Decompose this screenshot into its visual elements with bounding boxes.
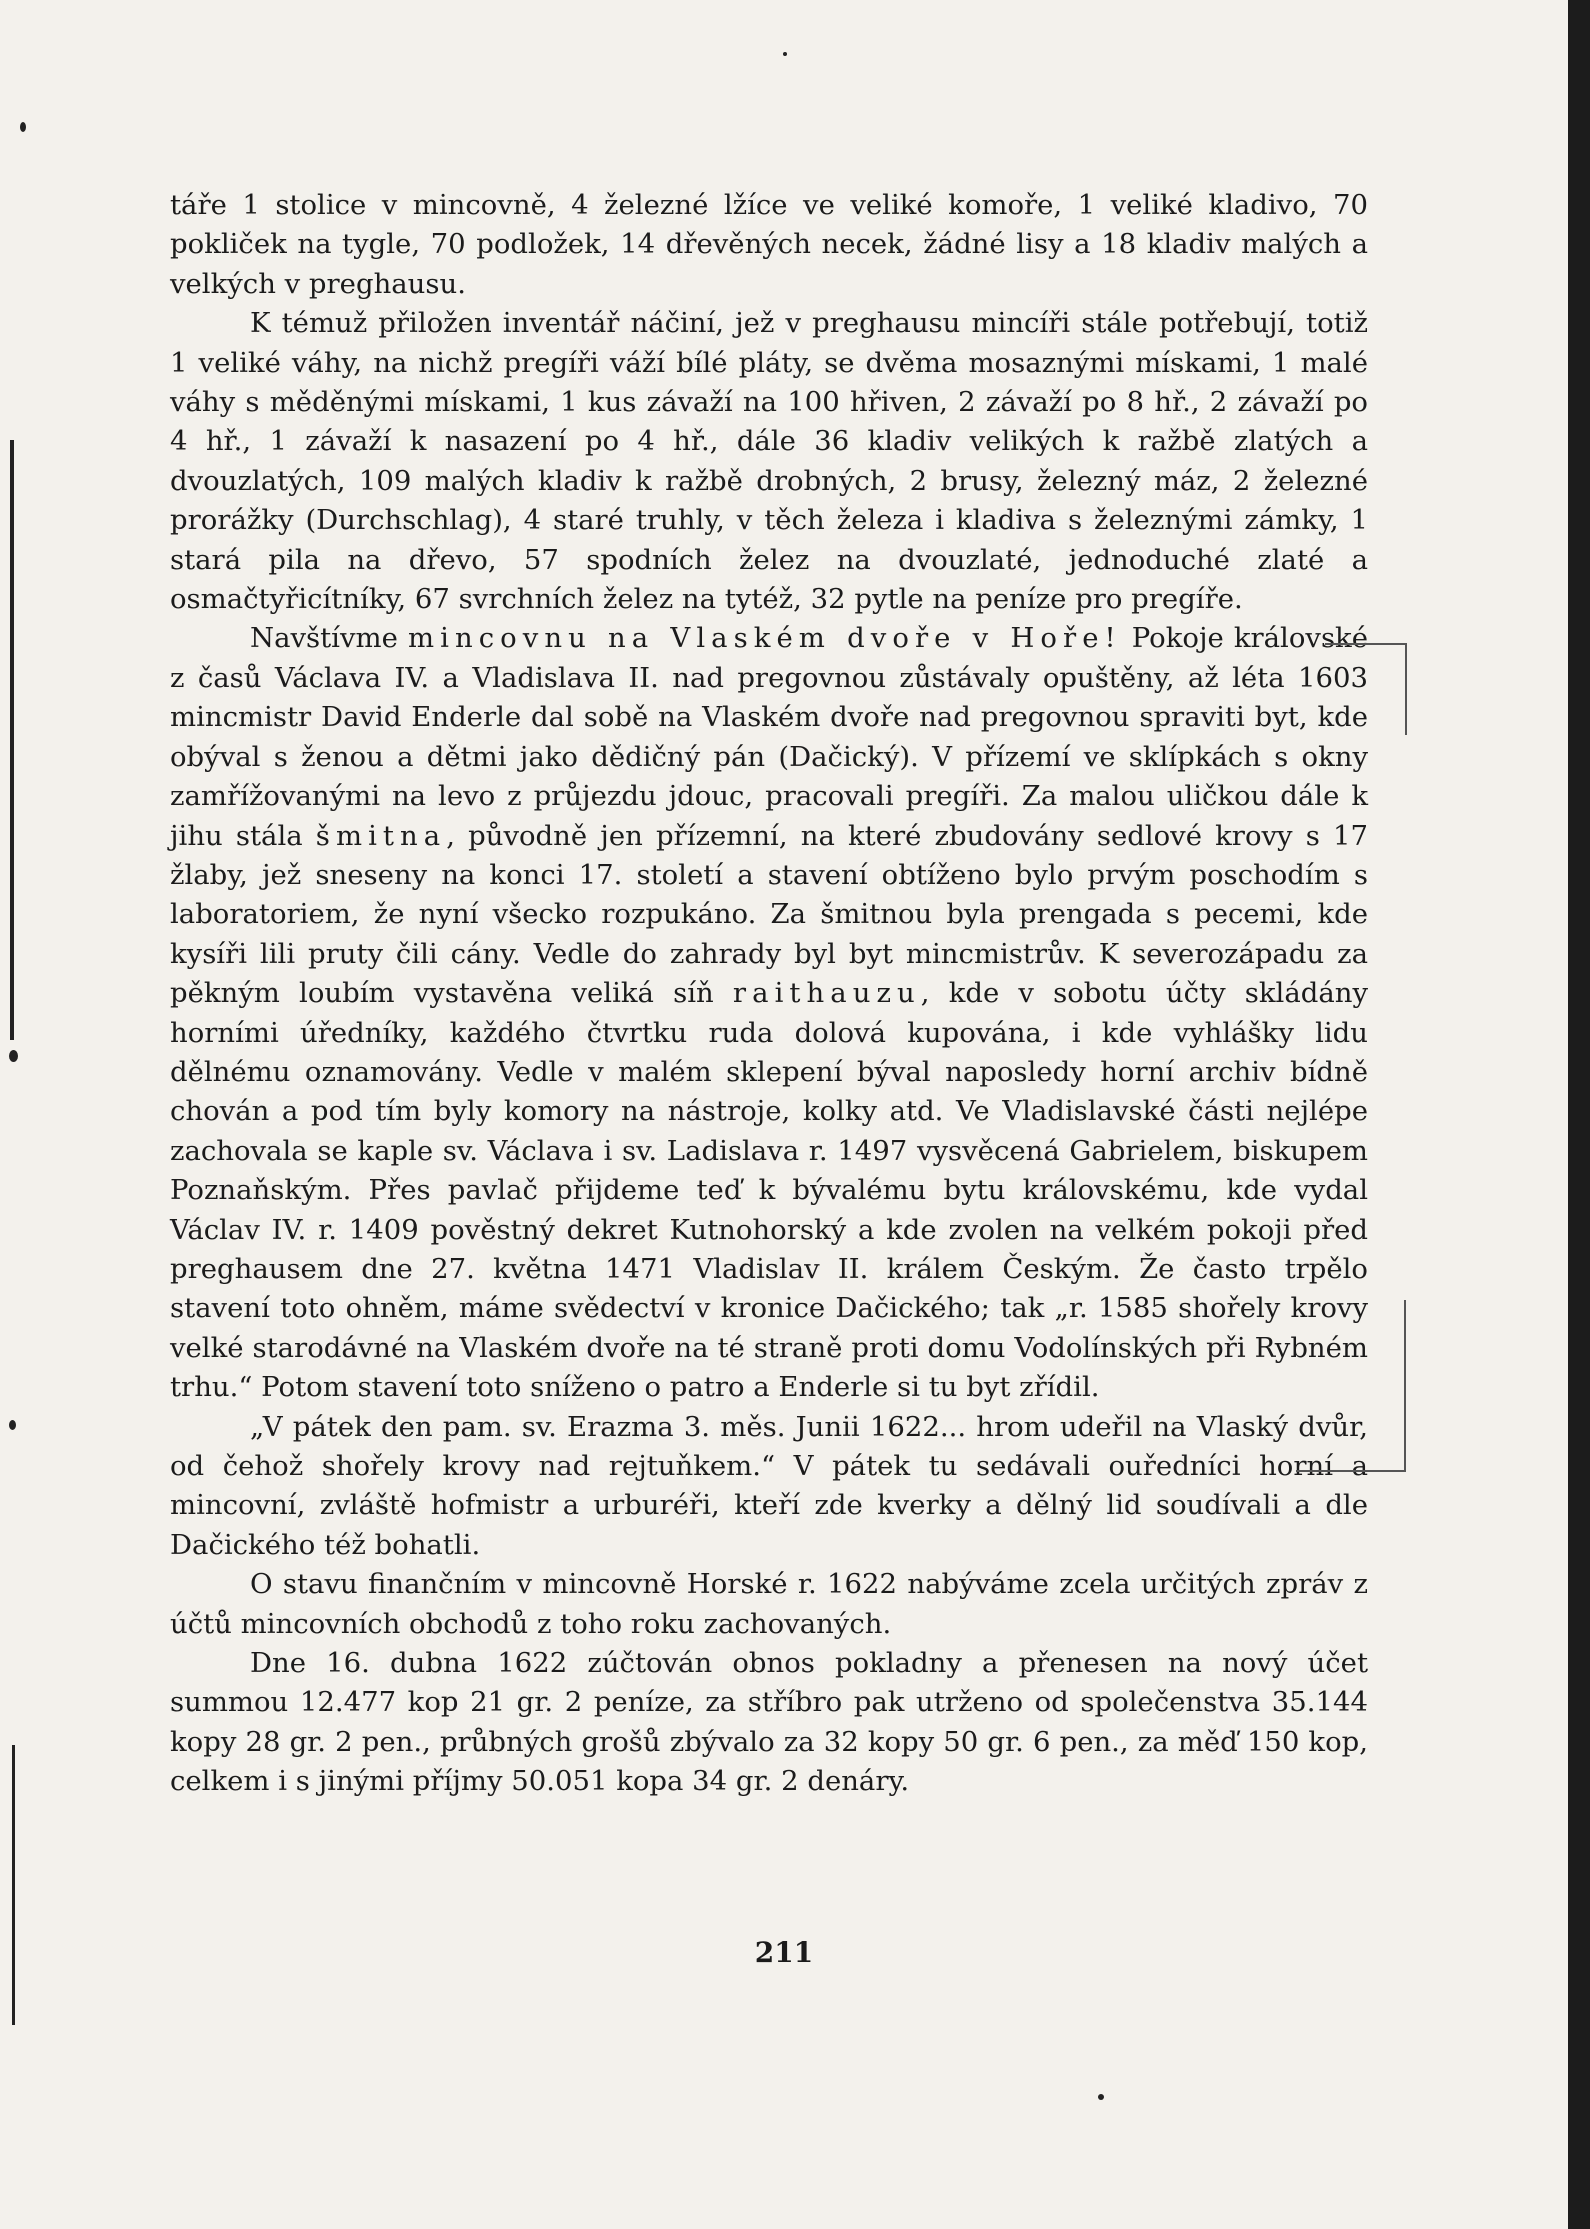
paragraph-3-lead: Navštívme <box>250 622 408 655</box>
spaced-phrase-mincovnu: mincovnu na Vlaském dvoře v Hoře! <box>407 622 1122 655</box>
margin-line-upper <box>10 440 14 1040</box>
paragraph-1: táře 1 stolice v mincovně, 4 železné lžíce ve veliké komoře, 1 veliké kladivo, 70 pokliček na tygle, 70 podložek, 14 dřevěných necek, žádné lisy a 18 kladiv malých a velkých v preghausu. <box>170 189 1368 300</box>
spaced-word-smitna: šmitna <box>315 819 447 852</box>
speck-top <box>783 52 787 56</box>
margin-dot-top <box>20 122 26 132</box>
pencil-bracket-lower <box>1296 1300 1406 1472</box>
paragraph-2: K témuž přiložen inventář náčiní, jež v preghausu mincíři stále potřebují, totiž 1 veliké váhy, na nichž pregíři váží bílé pláty, se dvěma mosaznými mískami, 1 malé váhy s měděnými mískami, 1 kus závaží na 100 hřiven, 2 závaží po 8 hř., 2 závaží po 4 hř., 1 závaží k nasazení po 4 hř., dále 36 kladiv velikých k ražbě zlatých a dvouzlatých, 109 malých kladiv k ražbě drobných, 2 brusy, železný máz, 2 železné prorážky (Durchschlag), 4 staré truhly, v těch železa i kladiva s železnými zámky, 1 stará pila na dřevo, 57 spodních želez na dvouzlaté, jednoduché zlaté a osmačtyřicítníky, 67 svrchních želez na tytéž, 32 pytle na peníze pro pregíře. <box>170 307 1368 616</box>
margin-line-lower <box>12 1745 15 2025</box>
paragraph-3-part3: , původně jen přízemní, na které zbudovány sedlové krovy s 17 žlaby, jež sneseny na konci 17. století a stavení obtíženo bylo prvým poschodím s laboratoriem, že nyní všecko rozpukáno. Za šmitnou byla prengada s pecemi, kde kysíři lili pruty čili cány. Vedle do zahrady byl byt mincmistrův. K severozápadu za pěkným loubím vystavěna veliká síň <box>170 819 1368 1010</box>
margin-dot-upper <box>9 1050 18 1062</box>
speck-bottom <box>1098 2094 1104 2100</box>
paragraph-3 <box>170 619 1368 1407</box>
page-number: 211 <box>754 1936 814 1969</box>
paragraph-3-part4: , kde v sobotu účty skládány horními úředníky, každého čtvrtku ruda dolová kupována, i kde vyhlášky lidu dělnému oznamovány. Vedle v malém sklepení býval naposledy horní archiv bídně chován a pod tím byly komory na nástroje, kolky atd. Ve Vladislavské části nejlépe zachovala se kaple sv. Václava i sv. Ladislava r. 1497 vysvěcená Gabrielem, biskupem Poznaňským. Přes pavlač přijdeme teď k bývalému bytu královskému, kde vydal Václav IV. r. 1409 pověstný dekret Kutnohorský a kde zvolen na velkém pokoji před preghausem dne 27. května 1471 Vladislav II. králem Českým. Že často trpělo stavení toto ohněm, máme svědectví v kronice Dačického; tak „r. 1585 shořely krovy velké starodávné na Vlaském dvoře na té straně proti domu Vodolínských při Rybném trhu.“ Potom stavení toto sníženo o patro a Enderle si tu byt zřídil. <box>170 977 1368 1404</box>
paragraph-5: O stavu finančním v mincovně Horské r. 1622 nabýváme zcela určitých zpráv z účtů mincovních obchodů z toho roku zachovaných. <box>170 1568 1368 1640</box>
scan-edge <box>1568 0 1590 2229</box>
margin-dot-lower <box>9 1420 16 1430</box>
pencil-bracket-upper <box>1325 643 1407 735</box>
spaced-word-raithauzu: raithauzu <box>732 977 921 1010</box>
paragraph-6: Dne 16. dubna 1622 zúčtován obnos pokladny a přenesen na nový účet summou 12.477 kop 21 gr. 2 peníze, za stříbro pak utrženo od společenstva 35.144 kopy 28 gr. 2 pen., průbných grošů zbývalo za 32 kopy 50 gr. 6 pen., za měď 150 kop, celkem i s jinými příjmy 50.051 kopa 34 gr. 2 denáry. <box>170 1647 1368 1798</box>
paragraph-4: „V pátek den pam. sv. Erazma 3. měs. Junii 1622... hrom udeřil na Vlaský dvůr, od čehož shořely krovy nad rejtuňkem.“ V pátek tu sedávali ouředníci horní a mincovní, zvláště hofmistr a urburéři, kteří zde kverky a dělný lid soudívali a dle Dačického též bohatli. <box>170 1410 1368 1561</box>
body-text <box>170 186 1368 1802</box>
paragraph-3-part2: Pokoje královské z časů Václava IV. a Vladislava II. nad pregovnou zůstávaly opuštěny, až léta 1603 mincmistr David Enderle dal sobě na Vlaském dvoře nad pregovnou spraviti byt, kde obýval s ženou a dětmi jako dědičný pán (Dačický). V přízemí ve sklípkách s okny zamřížovanými na levo z průjezdu jdouc, pracovali pregíři. Za malou uličkou dále k jihu stála <box>170 622 1368 852</box>
